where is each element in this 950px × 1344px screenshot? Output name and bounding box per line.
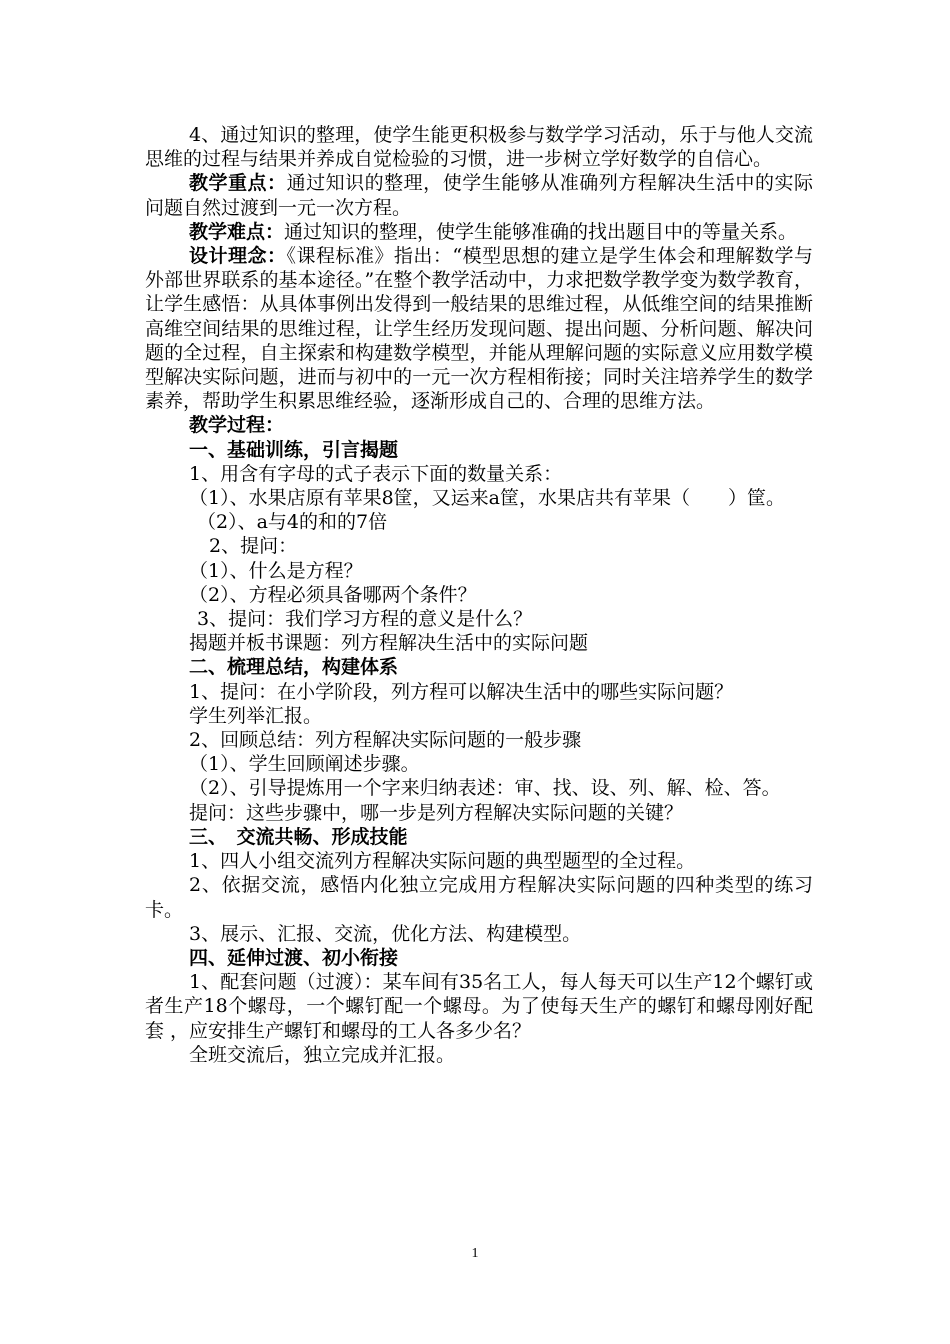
section3-heading: 三、 交流共畅、形成技能 <box>189 825 408 848</box>
design-concept-text: 《课程标准》指出：“模型思想的建立是学生体会和理解数学与外部世界联系的基本途径。”在整个教学活动中，力求把数学教学变为数学教育，让学生感悟：从具体事例出发得到一般结果的思维过程，从低维空间的结果推断高维空间结果的思维过程，让学生经历发现问题、提出问题、分析问题、解决问题的全过程，自主探索和构建数学模型，并能从理解问题的实际意义应用数学模型解决实际问题，进而与初中的一元一次方程相衔接；同时关注培养学生的数学素养，帮助学生积累思维经验，逐渐形成自己的、合理的思维方法。 <box>145 245 813 413</box>
section1-item: 3、提问：我们学习方程的意义是什么？ <box>197 608 533 631</box>
section1-item: 1、用含有字母的式子表示下面的数量关系： <box>189 462 563 485</box>
section4-item: 全班交流后，独立完成并汇报。 <box>189 1043 456 1066</box>
document-page <box>145 123 813 1067</box>
section2-item: 学生列举汇报。 <box>189 704 323 727</box>
section1-item: （2）、方程必须具备哪两个条件？ <box>189 583 477 606</box>
section2-item: （2）、引导提炼用一个字来归纳表述：审、找、设、列、解、检、答。 <box>189 777 781 800</box>
section3-item: 1、四人小组交流列方程解决实际问题的典型题型的全过程。 <box>189 850 696 873</box>
section2-item: （1）、学生回顾阐述步骤。 <box>189 753 420 776</box>
section3-item: 3、展示、汇报、交流，优化方法、构建模型。 <box>189 922 582 945</box>
section2-item: 2、回顾总结：列方程解决实际问题的一般步骤 <box>189 729 582 752</box>
section4-item: 1、配套问题（过渡）：某车间有35名工人，每人每天可以生产12个螺钉或者生产18个螺母，一个螺钉配一个螺母。为了使每天生产的螺钉和螺母刚好配套 ，应安排生产螺钉和螺母的工人各多少名？ <box>145 971 813 1042</box>
difficulty-label: 教学难点： <box>189 220 285 243</box>
section2-item: 提问：这些步骤中，哪一步是列方程解决实际问题的关键？ <box>189 801 684 824</box>
difficulty-paragraph <box>145 220 813 244</box>
section2-item: 1、提问：在小学阶段，列方程可以解决生活中的哪些实际问题？ <box>189 680 734 703</box>
section4-heading: 四、延伸过渡、初小衔接 <box>189 946 399 969</box>
section1-heading: 一、基础训练，引言揭题 <box>189 438 399 461</box>
section1-item: （1）、水果店原有苹果8筐，又运来a筐，水果店共有苹果（ ）筐。 <box>189 487 786 510</box>
key-point-text: 通过知识的整理，使学生能够从准确列方程解决生活中的实际问题自然过渡到一元一次方程。 <box>145 172 813 219</box>
difficulty-text: 通过知识的整理，使学生能够准确的找出题目中的等量关系。 <box>284 220 798 243</box>
section1-item: （2）、a与4的和的7倍 <box>197 511 388 534</box>
process-title: 教学过程： <box>189 414 285 437</box>
section1-item: （1）、什么是方程？ <box>189 559 363 582</box>
key-point-label: 教学重点： <box>189 172 287 195</box>
design-concept-paragraph <box>145 244 813 413</box>
section1-item: 2、提问： <box>209 535 298 558</box>
section3-item: 2、依据交流，感悟内化独立完成用方程解决实际问题的四种类型的练习卡。 <box>145 874 813 921</box>
key-point-paragraph <box>145 171 813 219</box>
page-number: 1 <box>471 1246 479 1261</box>
objective-paragraph: 4、通过知识的整理，使学生能更积极参与数学学习活动，乐于与他人交流思维的过程与结果并养成自觉检验的习惯，进一步树立学好数学的自信心。 <box>145 124 813 171</box>
section2-heading: 二、梳理总结，构建体系 <box>189 656 399 679</box>
design-concept-label: 设计理念： <box>189 245 287 268</box>
section1-item: 揭题并板书课题：列方程解决生活中的实际问题 <box>189 632 589 655</box>
